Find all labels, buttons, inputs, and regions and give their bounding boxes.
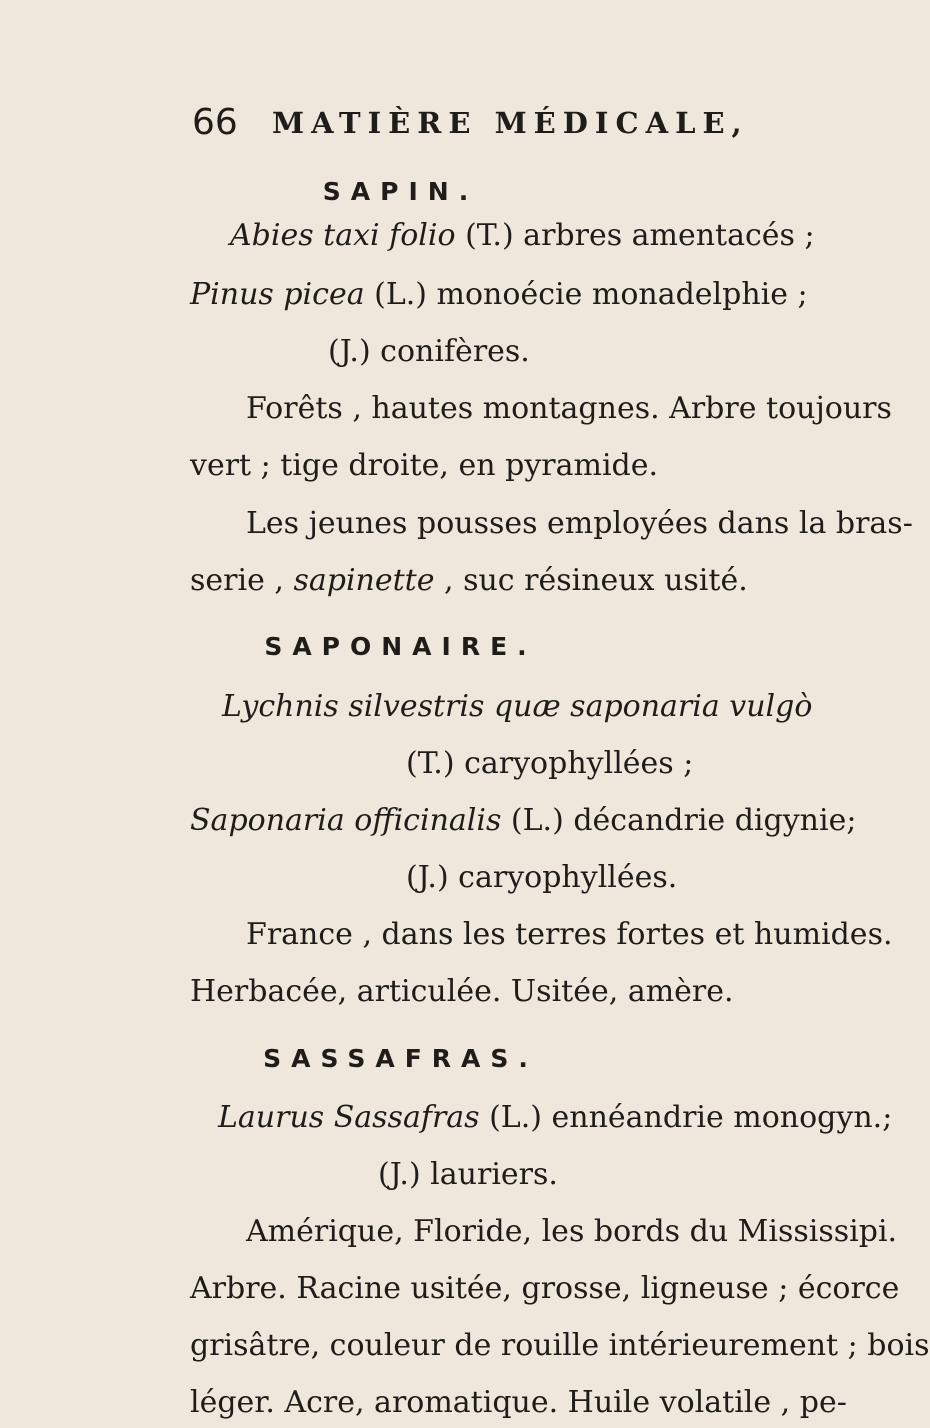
text-line: grisâtre, couleur de rouille intérieurement ; bois <box>190 1327 930 1363</box>
text-line: Forêts , hautes montagnes. Arbre toujours <box>246 391 892 427</box>
entry-title-sassafras: SASSAFRAS. <box>263 1043 538 1073</box>
text-line: (J.) lauriers. <box>378 1156 558 1192</box>
text-line: (T.) caryophyllées ; <box>406 745 694 781</box>
text-line: Abies taxi folio (T.) arbres amentacés ; <box>230 218 815 254</box>
entry-title-sapin: SAPIN. <box>322 177 479 206</box>
text-line: serie , sapinette , suc résineux usité. <box>190 562 748 598</box>
text-line: Saponaria officinalis (L.) décandrie digynie; <box>190 802 857 838</box>
entry-title-saponaire: SAPONAIRE. <box>264 632 537 662</box>
text-line: France , dans les terres fortes et humides. <box>246 916 893 952</box>
text-line: Les jeunes pousses employées dans la bras- <box>246 505 913 541</box>
text-line: Arbre. Racine usitée, grosse, ligneuse ; écorce <box>190 1270 900 1306</box>
running-title: MATIÈRE MÉDICALE, <box>272 106 749 140</box>
text-line: (J.) conifères. <box>328 334 530 370</box>
page-number: 66 <box>192 102 238 143</box>
text-line: (J.) caryophyllées. <box>406 859 678 895</box>
text-line: Pinus picea (L.) monoécie monadelphie ; <box>190 277 808 313</box>
text-line: léger. Acre, aromatique. Huile volatile , pe- <box>190 1385 847 1420</box>
text-line: Herbacée, articulée. Usitée, amère. <box>190 973 734 1009</box>
text-line: Laurus Sassafras (L.) ennéandrie monogyn.; <box>218 1099 893 1135</box>
text-line: Lychnis silvestris quæ saponaria vulgò <box>222 688 813 724</box>
text-line: Amérique, Floride, les bords du Mississipi. <box>246 1213 898 1249</box>
text-line: vert ; tige droite, en pyramide. <box>190 448 659 484</box>
page-header <box>192 102 761 148</box>
